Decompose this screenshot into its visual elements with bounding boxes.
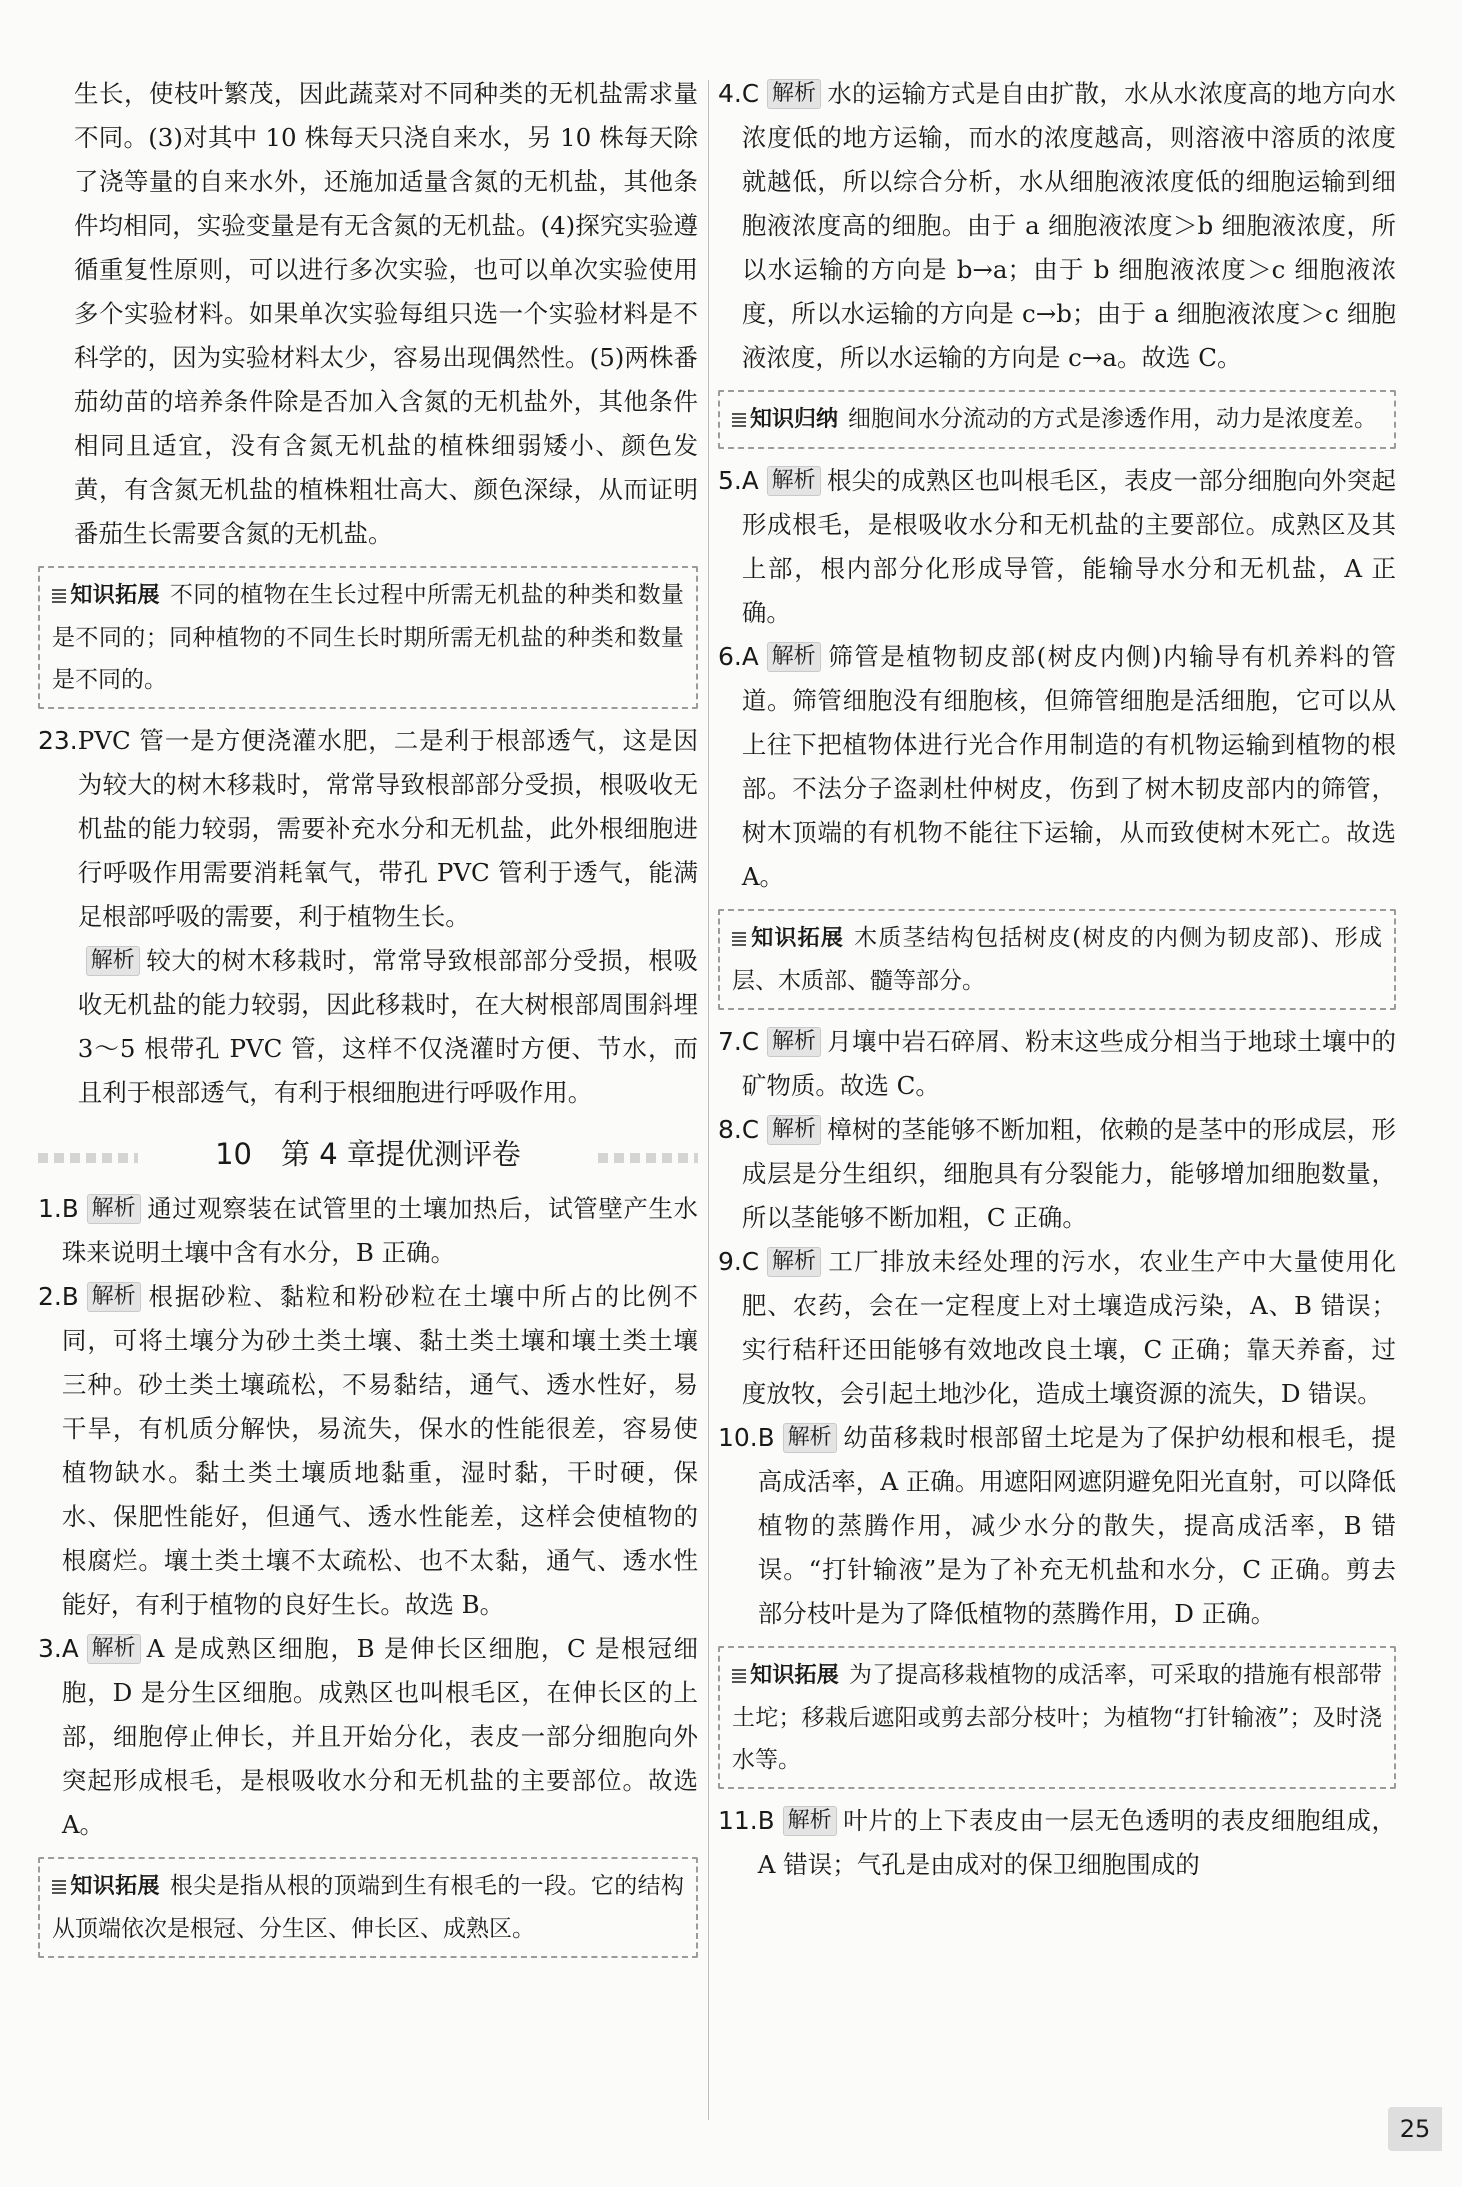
- box-text: 不同的植物在生长过程中所需无机盐的种类和数量是不同的；同种植物的不同生长时期所需无机盐的种类和数量是不同的。: [52, 582, 684, 693]
- box-title: 知识拓展: [52, 583, 160, 608]
- item-number: 1.: [38, 1194, 62, 1223]
- analysis-text: 叶片的上下表皮由一层无色透明的表皮细胞组成，A 错误；气孔是由成对的保卫细胞围成的: [757, 1806, 1396, 1879]
- item-number: 10.: [718, 1423, 758, 1452]
- analysis-tag: 解析: [767, 1247, 821, 1277]
- answer-choice: C: [741, 1027, 759, 1056]
- analysis-tag: 解析: [767, 79, 821, 109]
- analysis-tag: 解析: [783, 1423, 837, 1453]
- analysis-tag: 解析: [767, 1115, 821, 1145]
- answer-choice: B: [757, 1423, 775, 1452]
- answer-item-1: [38, 1187, 698, 1275]
- answer-item-3: [38, 1627, 698, 1847]
- box-text: 木质茎结构包括树皮(树皮的内侧为韧皮部)、形成层、木质部、髓等部分。: [732, 925, 1382, 994]
- answer-item-5: [718, 459, 1396, 635]
- item-number: 7.: [718, 1027, 742, 1056]
- item-number: 23.: [38, 726, 78, 755]
- answer-item-8: [718, 1108, 1396, 1240]
- analysis-text: 较大的树木移栽时，常常导致根部部分受损，根吸收无机盐的能力较弱，因此移栽时，在大树根部周围斜埋 3～5 根带孔 PVC 管，这样不仅浇灌时方便、节水，而且利于根部透气，有利于根细胞进行呼吸作用。: [77, 946, 698, 1107]
- analysis-tag: 解析: [783, 1806, 837, 1836]
- analysis-text: 月壤中岩石碎屑、粉末这些成分相当于地球土壤中的矿物质。故选 C。: [741, 1027, 1396, 1100]
- answer-choice: C: [741, 79, 759, 108]
- answer-choice: B: [61, 1282, 79, 1311]
- analysis-text: A 是成熟区细胞，B 是伸长区细胞，C 是根冠细胞，D 是分生区细胞。成熟区也叫根毛区，在伸长区的上部，细胞停止伸长，并且开始分化，表皮一部分细胞向外突起形成根毛，是根吸收水分和无机盐的主要部位。故选 A。: [61, 1634, 698, 1839]
- analysis-text: 通过观察装在试管里的土壤加热后，试管壁产生水珠来说明土壤中含有水分，B 正确。: [61, 1194, 698, 1267]
- answer-choice: B: [61, 1194, 79, 1223]
- analysis-tag: 解析: [87, 1282, 141, 1312]
- analysis-text: 工厂排放未经处理的污水，农业生产中大量使用化肥、农药，会在一定程度上对土壤造成污染，A、B 错误；实行秸秆还田能够有效地改良土壤，C 正确；靠天养畜，过度放牧，会引起土地沙化，造成土壤资源的流失，D 错误。: [741, 1247, 1396, 1408]
- item-number: 8.: [718, 1115, 742, 1144]
- item-number: 11.: [718, 1806, 758, 1835]
- analysis-text: 幼苗移栽时根部留土坨是为了保护幼根和根毛，提高成活率，A 正确。用遮阳网遮阴避免阳光直射，可以降低植物的蒸腾作用，减少水分的散失，提高成活率，B 错误。“打针输液”是为了补充无机盐和水分，C 正确。剪去部分枝叶是为了降低植物的蒸腾作用，D 正确。: [757, 1423, 1396, 1628]
- box-title: 知识归纳: [732, 407, 838, 432]
- right-column: [718, 72, 1396, 1887]
- item-number: 4.: [718, 79, 742, 108]
- analysis-tag: 解析: [87, 1194, 141, 1224]
- box-text: 为了提高移栽植物的成活率，可采取的措施有根部带土坨；移栽后遮阳或剪去部分枝叶；为植物“打针输液”；及时浇水等。: [732, 1662, 1382, 1773]
- answer-choice: A: [61, 1634, 79, 1663]
- box-text: 细胞间水分流动的方式是渗透作用，动力是浓度差。: [848, 406, 1378, 432]
- knowledge-summary-box: [718, 390, 1396, 449]
- item-number: 3.: [38, 1634, 62, 1663]
- analysis-tag: 解析: [87, 1634, 141, 1664]
- page-number: 25: [1388, 2107, 1442, 2151]
- answer-item-4: [718, 72, 1396, 380]
- answer-item-2: [38, 1275, 698, 1627]
- analysis-text: 水的运输方式是自由扩散，水从水浓度高的地方向水浓度低的地方运输，而水的浓度越高，则溶液中溶质的浓度就越低，所以综合分析，水从细胞液浓度低的细胞运输到细胞液浓度高的细胞。由于 a 细胞液浓度＞b 细胞液浓度，所以水运输的方向是 b→a；由于 b 细胞液浓度＞c 细胞液浓度，所以水运输的方向是 c→b；由于 a 细胞液浓度＞c 细胞液浓度，所以水运输的方向是 c→a。故选 C。: [741, 79, 1396, 372]
- analysis-tag: 解析: [767, 466, 821, 496]
- box-title: 知识拓展: [732, 926, 844, 951]
- knowledge-extension-box: [718, 909, 1396, 1010]
- item-number: 2.: [38, 1282, 62, 1311]
- answer-item-10: [718, 1416, 1396, 1636]
- knowledge-extension-box: [38, 566, 698, 709]
- analysis-tag: 解析: [86, 946, 140, 976]
- left-column: [38, 72, 698, 1968]
- answer-item-11: [718, 1799, 1396, 1887]
- answer-item-6: [718, 635, 1396, 899]
- answer-text: PVC 管一是方便浇灌水肥，二是利于根部透气，这是因为较大的树木移栽时，常常导致根部部分受损，根吸收无机盐的能力较弱，需要补充水分和无机盐，此外根细胞进行呼吸作用需要消耗氧气，带孔 PVC 管利于透气，能满足根部呼吸的需要，利于植物生长。: [77, 726, 698, 931]
- answer-item-7: [718, 1020, 1396, 1108]
- analysis-tag: 解析: [767, 642, 821, 672]
- column-divider: [708, 80, 709, 2120]
- answer-item-9: [718, 1240, 1396, 1416]
- box-title: 知识拓展: [52, 1874, 160, 1899]
- chapter-title: 10 第 4 章提优测评卷: [38, 1129, 698, 1179]
- analysis-tag: 解析: [767, 1027, 821, 1057]
- answer-choice: C: [741, 1247, 759, 1276]
- answer-choice: B: [757, 1806, 775, 1835]
- analysis-text: 樟树的茎能够不断加粗，依赖的是茎中的形成层，形成层是分生组织，细胞具有分裂能力，能够增加细胞数量，所以茎能够不断加粗，C 正确。: [741, 1115, 1396, 1232]
- answer-choice: C: [741, 1115, 759, 1144]
- answer-choice: A: [741, 642, 759, 671]
- knowledge-extension-box: [38, 1857, 698, 1958]
- box-title: 知识拓展: [732, 1663, 839, 1688]
- analysis-text: 筛管是植物韧皮部(树皮内侧)内输导有机养料的管道。筛管细胞没有细胞核，但筛管细胞是活细胞，它可以从上往下把植物体进行光合作用制造的有机物运输到植物的根部。不法分子盗剥杜仲树皮，伤到了树木韧皮部内的筛管，树木顶端的有机物不能往下运输，从而致使树木死亡。故选 A。: [741, 642, 1396, 891]
- answer-item-23: [38, 719, 698, 1115]
- answer-choice: A: [741, 466, 759, 495]
- analysis-text: 根尖的成熟区也叫根毛区，表皮一部分细胞向外突起形成根毛，是根吸收水分和无机盐的主要部位。成熟区及其上部，根内部分化形成导管，能输导水分和无机盐，A 正确。: [741, 466, 1396, 627]
- item-number: 6.: [718, 642, 742, 671]
- item-number: 9.: [718, 1247, 742, 1276]
- item-number: 5.: [718, 466, 742, 495]
- q22-continuation: 生长，使枝叶繁茂，因此蔬菜对不同种类的无机盐需求量不同。(3)对其中 10 株每天只浇自来水，另 10 株每天除了浇等量的自来水外，还施加适量含氮的无机盐，其他条件均相同，实验变量是有无含氮的无机盐。(4)探究实验遵循重复性原则，可以进行多次实验，也可以单次实验使用多个实验材料。如果单次实验每组只选一个实验材料是不科学的，因为实验材料太少，容易出现偶然性。(5)两株番茄幼苗的培养条件除是否加入含氮的无机盐外，其他条件相同且适宜，没有含氮无机盐的植株细弱矮小、颜色发黄，有含氮无机盐的植株粗壮高大、颜色深绿，从而证明番茄生长需要含氮的无机盐。: [74, 79, 698, 548]
- box-text: 根尖是指从根的顶端到生有根毛的一段。它的结构从顶端依次是根冠、分生区、伸长区、成熟区。: [52, 1873, 684, 1942]
- analysis-text: 根据砂粒、黏粒和粉砂粒在土壤中所占的比例不同，可将土壤分为砂土类土壤、黏土类土壤和壤土类土壤三种。砂土类土壤疏松，不易黏结，通气、透水性好，易干旱，有机质分解快，易流失，保水的性能很差，容易使植物缺水。黏土类土壤质地黏重，湿时黏，干时硬，保水、保肥性能好，但通气、透水性能差，这样会使植物的根腐烂。壤土类土壤不太疏松、也不太黏，通气、透水性能好，有利于植物的良好生长。故选 B。: [61, 1282, 698, 1619]
- knowledge-extension-box: [718, 1646, 1396, 1789]
